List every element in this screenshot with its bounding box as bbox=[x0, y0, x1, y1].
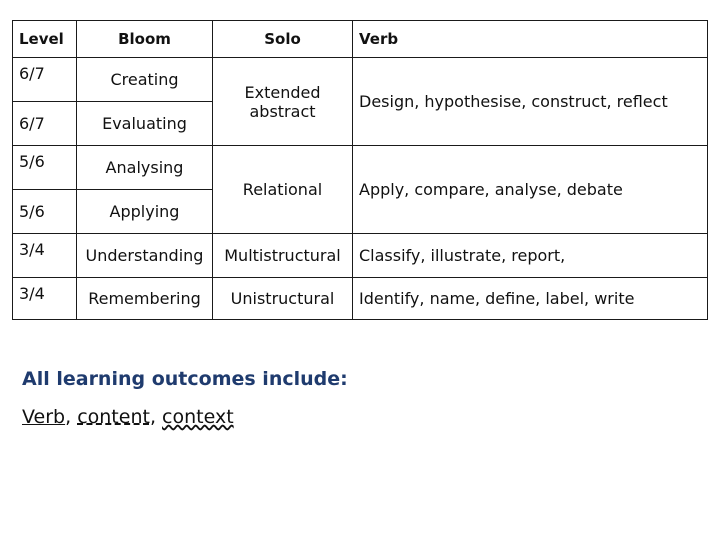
level-cell: 6/7 bbox=[13, 102, 77, 146]
level-cell: 3/4 bbox=[13, 234, 77, 278]
bloom-cell: Remembering bbox=[77, 278, 213, 320]
level-cell: 6/7 bbox=[13, 58, 77, 102]
solo-cell: Multistructural bbox=[213, 234, 353, 278]
level-cell: 3/4 bbox=[13, 278, 77, 320]
bloom-cell: Evaluating bbox=[77, 102, 213, 146]
table-row bbox=[13, 58, 708, 102]
verb-word: Verb bbox=[22, 406, 66, 428]
outcomes-formula bbox=[22, 406, 234, 428]
bloom-cell: Creating bbox=[77, 58, 213, 102]
level-cell: 5/6 bbox=[13, 146, 77, 190]
table-row bbox=[13, 278, 708, 320]
solo-cell: Unistructural bbox=[213, 278, 353, 320]
bloom-cell: Analysing bbox=[77, 146, 213, 190]
separator: , bbox=[149, 406, 156, 428]
level-cell: 5/6 bbox=[13, 190, 77, 234]
bloom-cell: Understanding bbox=[77, 234, 213, 278]
table-row bbox=[13, 234, 708, 278]
header-verb: Verb bbox=[353, 21, 708, 58]
header-level: Level bbox=[13, 21, 77, 58]
header-bloom: Bloom bbox=[77, 21, 213, 58]
verb-cell: Classify, illustrate, report, bbox=[353, 234, 708, 278]
header-solo: Solo bbox=[213, 21, 353, 58]
solo-cell: Extended abstract bbox=[213, 58, 353, 146]
verb-cell: Apply, compare, analyse, debate bbox=[353, 146, 708, 234]
solo-cell: Relational bbox=[213, 146, 353, 234]
content-word: content bbox=[77, 406, 150, 428]
verb-cell: Identify, name, define, label, write bbox=[353, 278, 708, 320]
table-header-row bbox=[13, 21, 708, 58]
outcomes-heading: All learning outcomes include: bbox=[22, 368, 348, 390]
context-word: context bbox=[162, 406, 234, 428]
separator: , bbox=[65, 406, 72, 428]
bloom-cell: Applying bbox=[77, 190, 213, 234]
table-row bbox=[13, 146, 708, 190]
levels-table bbox=[12, 20, 708, 320]
verb-cell: Design, hypothesise, construct, reflect bbox=[353, 58, 708, 146]
